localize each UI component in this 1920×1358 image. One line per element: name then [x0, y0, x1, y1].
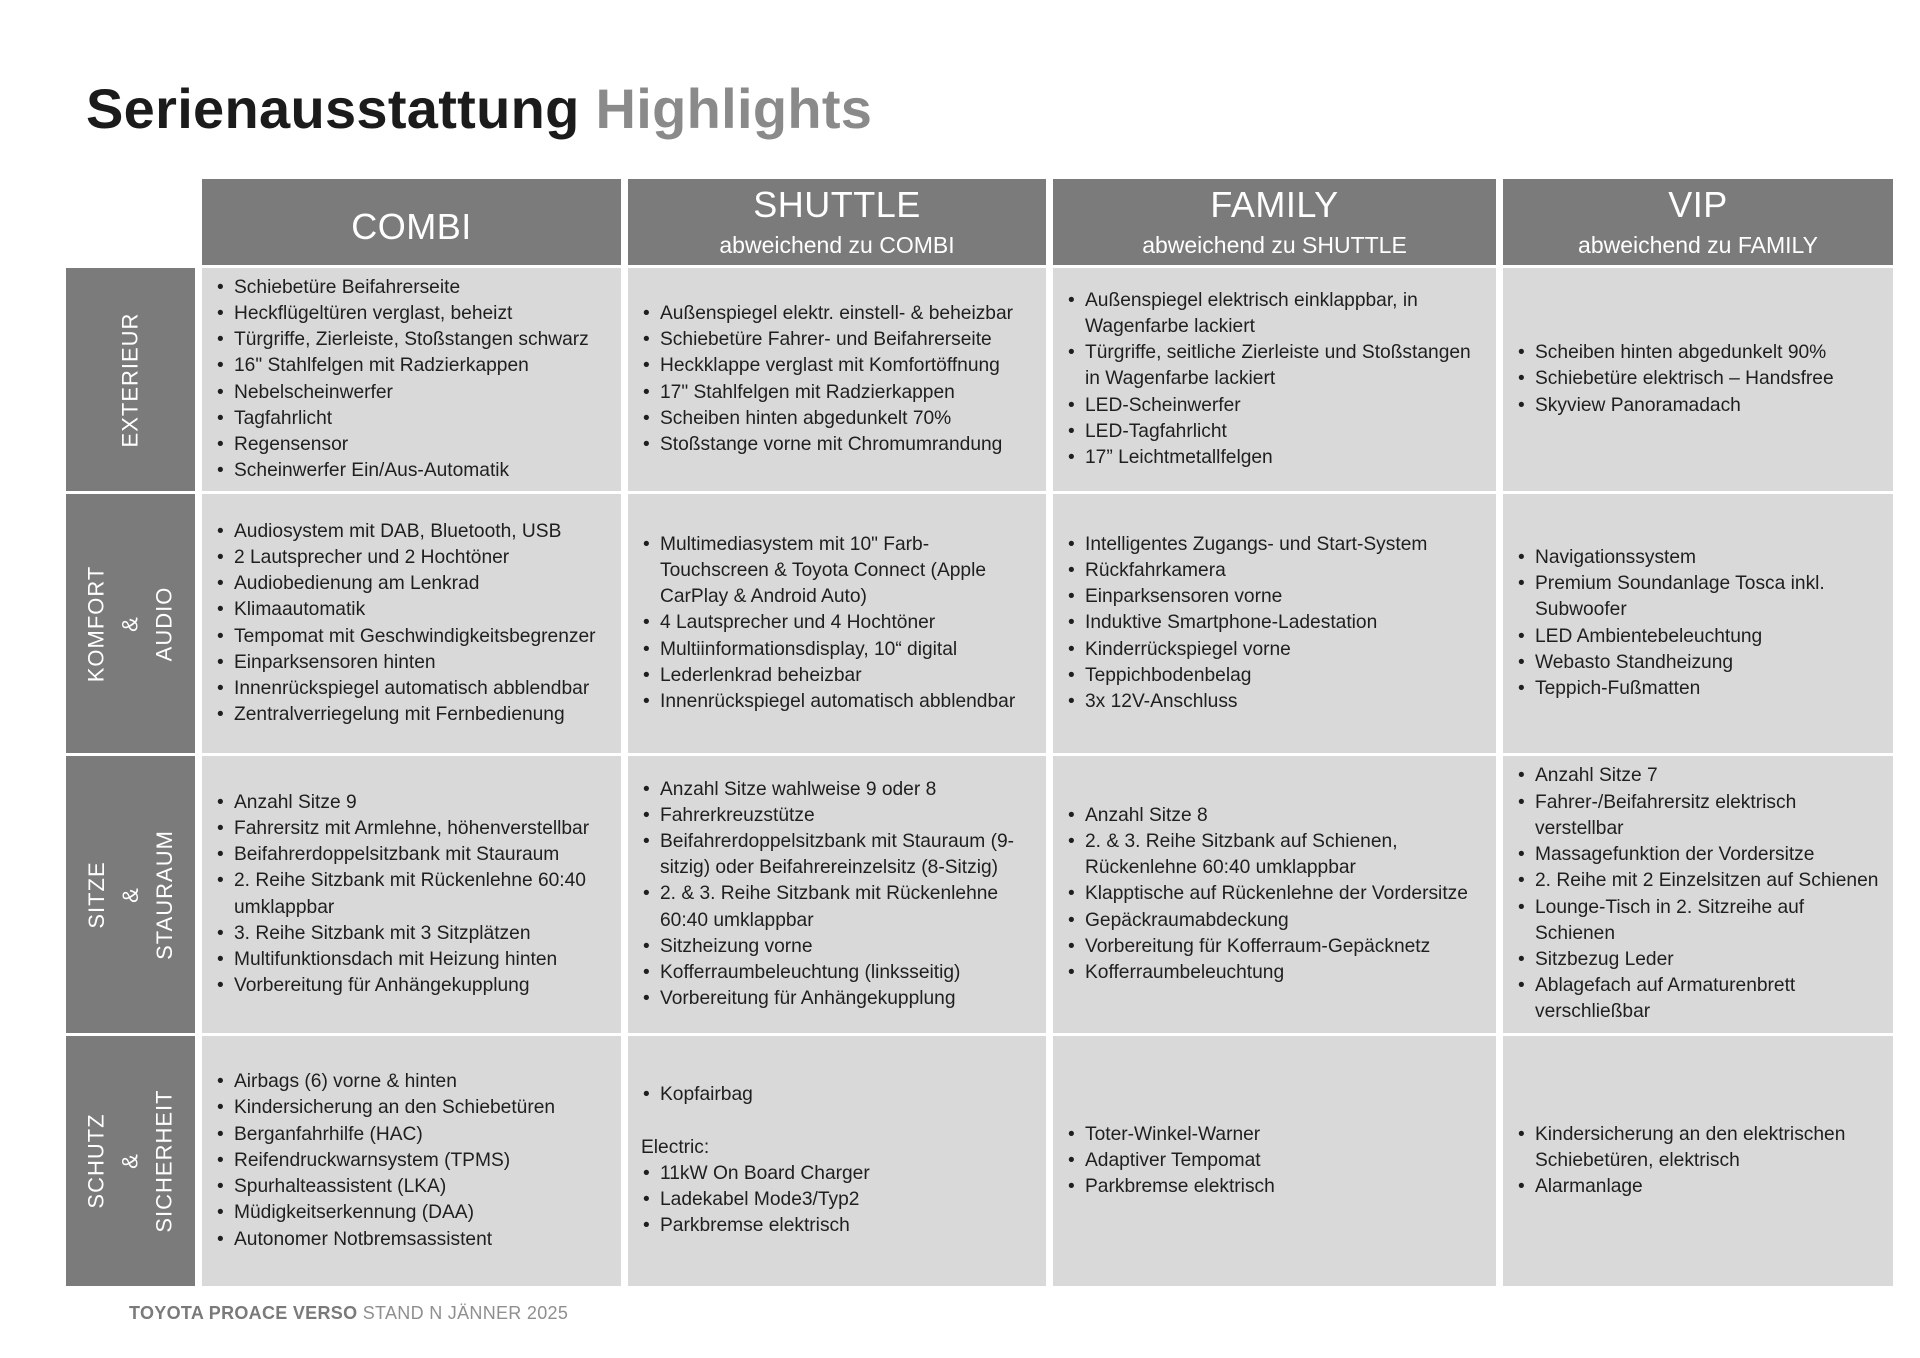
feature-item: • Schiebetüre Beifahrerseite: [215, 275, 611, 301]
feature-item: • Klapptische auf Rückenlehne der Vordersitze: [1066, 881, 1486, 907]
column-name: VIP: [1668, 184, 1728, 225]
title-highlight: Highlights: [595, 77, 873, 140]
row-label: EXTERIEUR: [117, 312, 143, 447]
feature-item: • Parkbremse elektrisch: [641, 1213, 1036, 1239]
feature-item: • 4 Lautsprecher und 4 Hochtöner: [641, 610, 1036, 636]
feature-item: • Toter-Winkel-Warner: [1066, 1122, 1486, 1148]
row-header-exterieur: [66, 268, 195, 491]
feature-item: • Alarmanlage: [1516, 1174, 1883, 1200]
feature-item: • Tagfahrlicht: [215, 406, 611, 432]
feature-list: [1066, 288, 1486, 471]
feature-item: • Zentralverriegelung mit Fernbedienung: [215, 702, 611, 728]
feature-item: • Vorbereitung für Anhängekupplung: [641, 986, 1036, 1012]
feature-item: • 11kW On Board Charger: [641, 1161, 1036, 1187]
feature-item: • Innenrückspiegel automatisch abblendbar: [641, 689, 1036, 715]
feature-item: • Reifendruckwarnsystem (TPMS): [215, 1148, 611, 1174]
column-header-family: [1053, 179, 1496, 265]
feature-item: • Nebelscheinwerfer: [215, 380, 611, 406]
feature-item: • 16" Stahlfelgen mit Radzierkappen: [215, 353, 611, 379]
feature-list: [1066, 532, 1486, 715]
feature-item: • Teppich-Fußmatten: [1516, 676, 1883, 702]
feature-item: • 2. & 3. Reihe Sitzbank mit Rückenlehne 60:40 umklappbar: [641, 881, 1036, 933]
feature-item: • LED-Tagfahrlicht: [1066, 419, 1486, 445]
feature-list: [641, 1082, 1036, 1108]
cell-sitze-combi: [202, 756, 621, 1033]
feature-item: • Einparksensoren vorne: [1066, 584, 1486, 610]
feature-list: [1516, 763, 1883, 1025]
cell-sitze-vip: [1503, 756, 1893, 1033]
feature-item: • Navigationssystem: [1516, 545, 1883, 571]
feature-item: • Anzahl Sitze wahlweise 9 oder 8: [641, 777, 1036, 803]
equipment-table: [66, 179, 1893, 1286]
feature-item: • 2 Lautsprecher und 2 Hochtöner: [215, 545, 611, 571]
column-name: COMBI: [351, 206, 472, 247]
feature-item: • Lounge-Tisch in 2. Sitzreihe auf Schienen: [1516, 895, 1883, 947]
feature-list: [1516, 1122, 1883, 1201]
feature-item: • Berganfahrhilfe (HAC): [215, 1122, 611, 1148]
cell-sitze-family: [1053, 756, 1496, 1033]
feature-list: [215, 1069, 611, 1252]
feature-item: • 17" Stahlfelgen mit Radzierkappen: [641, 380, 1036, 406]
feature-item: • Scheiben hinten abgedunkelt 90%: [1516, 340, 1883, 366]
feature-item: • Heckflügeltüren verglast, beheizt: [215, 301, 611, 327]
feature-item: • Lederlenkrad beheizbar: [641, 663, 1036, 689]
row-label: SITZE & STAURAUM: [83, 829, 177, 960]
column-subtitle: abweichend zu FAMILY: [1578, 232, 1818, 258]
cell-exterieur-combi: [202, 268, 621, 491]
feature-item: • Tempomat mit Geschwindigkeitsbegrenzer: [215, 624, 611, 650]
cell-schutz-family: [1053, 1036, 1496, 1286]
feature-item: • Premium Soundanlage Tosca inkl. Subwoofer: [1516, 571, 1883, 623]
feature-item: • 2. & 3. Reihe Sitzbank auf Schienen, Rückenlehne 60:40 umklappbar: [1066, 829, 1486, 881]
feature-item: • Multimediasystem mit 10" Farb-Touchscreen & Toyota Connect (Apple CarPlay & Android Auto): [641, 532, 1036, 611]
feature-list: [641, 301, 1036, 458]
footer: [129, 1303, 568, 1324]
cell-exterieur-family: [1053, 268, 1496, 491]
page-title: [86, 76, 872, 141]
feature-item: • Vorbereitung für Anhängekupplung: [215, 973, 611, 999]
feature-item: • Kindersicherung an den elektrischen Schiebetüren, elektrisch: [1516, 1122, 1883, 1174]
feature-list: [1516, 340, 1883, 419]
cell-komfort-vip: [1503, 494, 1893, 753]
feature-item: • Beifahrerdoppelsitzbank mit Stauraum: [215, 842, 611, 868]
feature-item: • Sitzheizung vorne: [641, 934, 1036, 960]
title-main: Serienausstattung: [86, 77, 580, 140]
feature-list: [215, 275, 611, 485]
feature-item: • Stoßstange vorne mit Chromumrandung: [641, 432, 1036, 458]
feature-item: • Kindersicherung an den Schiebetüren: [215, 1095, 611, 1121]
feature-item: • Audiobedienung am Lenkrad: [215, 571, 611, 597]
feature-list: [1516, 545, 1883, 702]
feature-item: • Webasto Standheizung: [1516, 650, 1883, 676]
cell-schutz-shuttle: [628, 1036, 1046, 1286]
feature-item: • 17” Leichtmetallfelgen: [1066, 445, 1486, 471]
feature-item: • Beifahrerdoppelsitzbank mit Stauraum (9-sitzig) oder Beifahrereinzelsitz (8-Sitzig): [641, 829, 1036, 881]
feature-item: • Klimaautomatik: [215, 597, 611, 623]
feature-item: • Fahrer-/Beifahrersitz elektrisch verstellbar: [1516, 790, 1883, 842]
feature-item: • Regensensor: [215, 432, 611, 458]
feature-item: • Kofferraumbeleuchtung (linksseitig): [641, 960, 1036, 986]
feature-item: • Heckklappe verglast mit Komfortöffnung: [641, 353, 1036, 379]
cell-exterieur-vip: [1503, 268, 1893, 491]
column-name: FAMILY: [1210, 184, 1339, 225]
cell-komfort-family: [1053, 494, 1496, 753]
feature-item: • Außenspiegel elektr. einstell- & beheizbar: [641, 301, 1036, 327]
feature-item: • LED-Scheinwerfer: [1066, 393, 1486, 419]
feature-item: • Ladekabel Mode3/Typ2: [641, 1187, 1036, 1213]
feature-item: • Anzahl Sitze 9: [215, 790, 611, 816]
feature-item: • Fahrersitz mit Armlehne, höhenverstellbar: [215, 816, 611, 842]
feature-item: • 3. Reihe Sitzbank mit 3 Sitzplätzen: [215, 921, 611, 947]
column-name: SHUTTLE: [753, 184, 921, 225]
feature-item: • 2. Reihe Sitzbank mit Rückenlehne 60:40 umklappbar: [215, 868, 611, 920]
feature-item: • Schiebetüre Fahrer- und Beifahrerseite: [641, 327, 1036, 353]
feature-item: • Scheinwerfer Ein/Aus-Automatik: [215, 458, 611, 484]
row-label: KOMFORT & AUDIO: [83, 565, 177, 682]
cell-komfort-shuttle: [628, 494, 1046, 753]
feature-item: • Kofferraumbeleuchtung: [1066, 960, 1486, 986]
column-header-combi: [202, 179, 621, 265]
feature-item: • Müdigkeitserkennung (DAA): [215, 1200, 611, 1226]
feature-item: • Adaptiver Tempomat: [1066, 1148, 1486, 1174]
feature-item: • 2. Reihe mit 2 Einzelsitzen auf Schienen: [1516, 868, 1883, 894]
feature-list: [215, 519, 611, 729]
row-label: SCHUTZ & SICHERHEIT: [83, 1089, 177, 1233]
feature-item: • Airbags (6) vorne & hinten: [215, 1069, 611, 1095]
feature-item: • Vorbereitung für Kofferraum-Gepäcknetz: [1066, 934, 1486, 960]
feature-item: • Autonomer Notbremsassistent: [215, 1227, 611, 1253]
feature-item: • Massagefunktion der Vordersitze: [1516, 842, 1883, 868]
column-subtitle: abweichend zu SHUTTLE: [1142, 232, 1407, 258]
column-header-vip: [1503, 179, 1893, 265]
feature-item: • Anzahl Sitze 8: [1066, 803, 1486, 829]
cell-komfort-combi: [202, 494, 621, 753]
feature-item: • Gepäckraumabdeckung: [1066, 908, 1486, 934]
feature-item: • Skyview Panoramadach: [1516, 393, 1883, 419]
feature-item: • Sitzbezug Leder: [1516, 947, 1883, 973]
feature-list: [215, 790, 611, 1000]
row-header-schutz-sicherheit: [66, 1036, 195, 1286]
cell-schutz-combi: [202, 1036, 621, 1286]
feature-item: • Parkbremse elektrisch: [1066, 1174, 1486, 1200]
feature-item: • Schiebetüre elektrisch – Handsfree: [1516, 366, 1883, 392]
feature-list: [1066, 803, 1486, 986]
feature-item: • Türgriffe, Zierleiste, Stoßstangen schwarz: [215, 327, 611, 353]
column-header-shuttle: [628, 179, 1046, 265]
table-corner: [66, 179, 195, 265]
electric-feature-list: [641, 1161, 1036, 1240]
feature-item: • Ablagefach auf Armaturenbrett verschließbar: [1516, 973, 1883, 1025]
feature-item: • Multiinformationsdisplay, 10“ digital: [641, 637, 1036, 663]
feature-item: • Spurhalteassistent (LKA): [215, 1174, 611, 1200]
row-header-sitze-stauraum: [66, 756, 195, 1033]
footer-stand: STAND N JÄNNER 2025: [362, 1303, 569, 1323]
feature-list: [641, 777, 1036, 1013]
feature-item: • Einparksensoren hinten: [215, 650, 611, 676]
row-header-komfort-audio: [66, 494, 195, 753]
feature-item: • Multifunktionsdach mit Heizung hinten: [215, 947, 611, 973]
feature-item: • Anzahl Sitze 7: [1516, 763, 1883, 789]
cell-sitze-shuttle: [628, 756, 1046, 1033]
feature-item: • Rückfahrkamera: [1066, 558, 1486, 584]
feature-item: • Intelligentes Zugangs- und Start-System: [1066, 532, 1486, 558]
feature-list: [641, 532, 1036, 715]
feature-item: • Induktive Smartphone-Ladestation: [1066, 610, 1486, 636]
column-subtitle: abweichend zu COMBI: [719, 232, 955, 258]
feature-item: • Kopfairbag: [641, 1082, 1036, 1108]
feature-item: • 3x 12V-Anschluss: [1066, 689, 1486, 715]
feature-item: • Türgriffe, seitliche Zierleiste und Stoßstangen in Wagenfarbe lackiert: [1066, 340, 1486, 392]
feature-item: • Audiosystem mit DAB, Bluetooth, USB: [215, 519, 611, 545]
feature-item: • Fahrerkreuzstütze: [641, 803, 1036, 829]
cell-exterieur-shuttle: [628, 268, 1046, 491]
footer-brand: TOYOTA PROACE VERSO: [129, 1303, 358, 1323]
feature-list: [1066, 1122, 1486, 1201]
feature-item: • Kinderrückspiegel vorne: [1066, 637, 1486, 663]
cell-schutz-vip: [1503, 1036, 1893, 1286]
feature-item: • Innenrückspiegel automatisch abblendbar: [215, 676, 611, 702]
electric-label: Electric:: [641, 1136, 710, 1158]
feature-item: • Teppichbodenbelag: [1066, 663, 1486, 689]
feature-item: • LED Ambientebeleuchtung: [1516, 624, 1883, 650]
feature-item: • Außenspiegel elektrisch einklappbar, in Wagenfarbe lackiert: [1066, 288, 1486, 340]
feature-item: • Scheiben hinten abgedunkelt 70%: [641, 406, 1036, 432]
